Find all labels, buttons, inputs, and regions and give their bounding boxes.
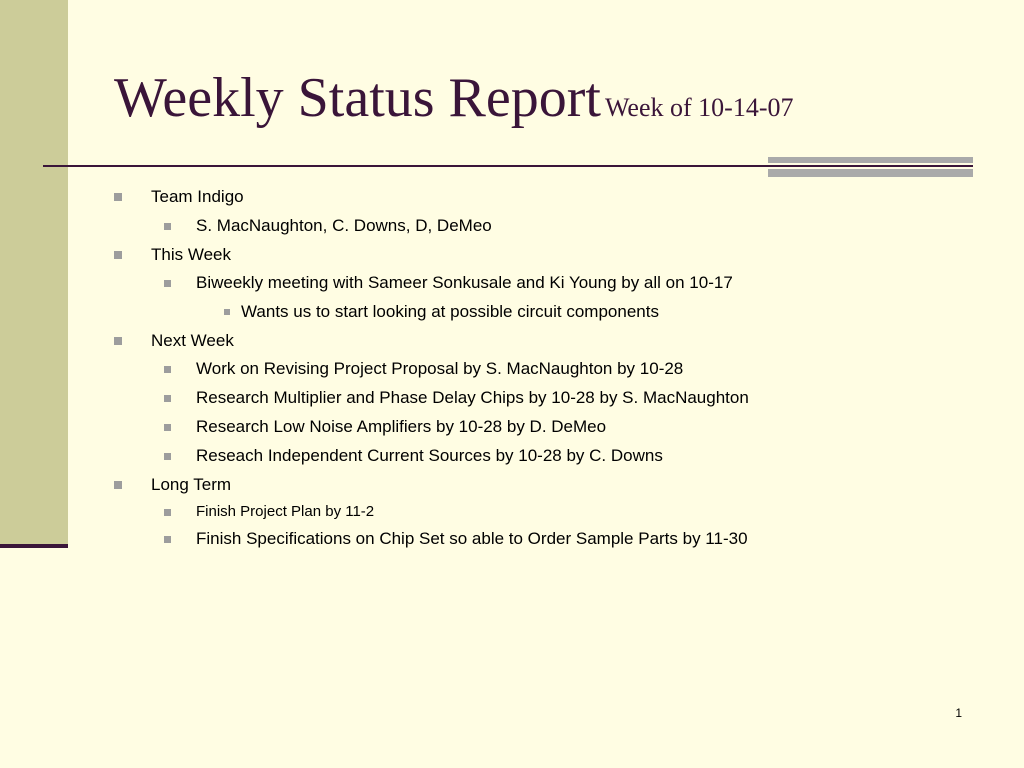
bullet-next-week-item — [196, 358, 683, 380]
square-bullet-icon — [164, 536, 171, 543]
bullet-next-week-item — [196, 387, 749, 409]
team-members-text: S. MacNaughton, C. Downs, D, DeMeo — [196, 216, 492, 235]
square-bullet-icon — [224, 309, 230, 315]
next-week-item-text: Research Low Noise Amplifiers by 10-28 by D. DeMeo — [196, 417, 607, 436]
bullet-team-label: Team Indigo — [151, 187, 244, 206]
bullet-long-term — [151, 474, 231, 496]
bullet-team — [151, 186, 244, 208]
slide-subtitle: Week of 10-14-07 — [604, 93, 794, 122]
next-week-item-text: Research Multiplier and Phase Delay Chips by 10-28 by S. MacNaughton — [196, 388, 749, 407]
bullet-long-term-item — [196, 528, 748, 550]
square-bullet-icon — [114, 251, 122, 259]
bullet-this-week-meeting — [196, 272, 733, 294]
next-week-item-text: Reseach Independent Current Sources by 10-28 by C. Downs — [196, 446, 663, 465]
square-bullet-icon — [114, 337, 122, 345]
square-bullet-icon — [164, 509, 171, 516]
square-bullet-icon — [164, 223, 171, 230]
bullet-next-week-item — [196, 445, 663, 467]
square-bullet-icon — [114, 193, 122, 201]
square-bullet-icon — [164, 453, 171, 460]
slide-number: 1 — [955, 706, 962, 720]
square-bullet-icon — [164, 424, 171, 431]
bullet-this-week — [151, 244, 231, 266]
long-term-item-text: Finish Specifications on Chip Set so able to Order Sample Parts by 11-30 — [196, 529, 748, 548]
square-bullet-icon — [114, 481, 122, 489]
long-term-item-text: Finish Project Plan by 11-2 — [196, 503, 375, 520]
slide-title: Weekly Status Report — [114, 67, 601, 129]
bullet-next-week-item — [196, 416, 606, 438]
bullet-long-term-label: Long Term — [151, 475, 232, 494]
bullet-long-term-item — [196, 501, 374, 523]
square-bullet-icon — [164, 366, 171, 373]
bullet-team-members — [196, 215, 492, 237]
meeting-note-text: Wants us to start looking at possible circuit components — [241, 302, 659, 321]
next-week-item-text: Work on Revising Project Proposal by S. MacNaughton by 10-28 — [196, 359, 684, 378]
meeting-text: Biweekly meeting with Sameer Sonkusale and Ki Young by all on 10-17 — [196, 273, 733, 292]
bullet-next-week-label: Next Week — [151, 331, 234, 350]
square-bullet-icon — [164, 280, 171, 287]
bullet-this-week-meeting-note — [241, 301, 659, 323]
bullet-next-week — [151, 330, 234, 352]
bullet-this-week-label: This Week — [151, 245, 231, 264]
square-bullet-icon — [164, 395, 171, 402]
